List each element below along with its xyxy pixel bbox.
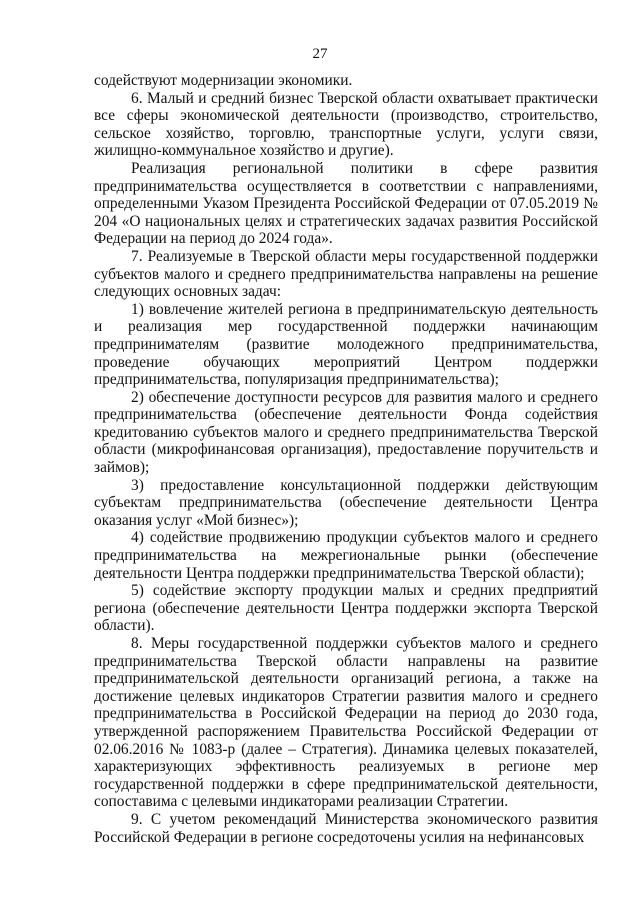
paragraph-7: 7. Реализуемые в Тверской области меры государственной поддержки субъектов малого и среднего предпринимательства направлены на решение следующих основных задач: bbox=[94, 247, 598, 301]
paragraph-continuation: содействуют модернизации экономики. bbox=[94, 72, 353, 89]
page-number: 27 bbox=[312, 46, 328, 62]
paragraph-8: 8. Меры государственной поддержки субъектов малого и среднего предпринимательства Тверской области направлены на развитие предпринимательской деятельности организаций региона, а также на достижение целевых индикаторов Стратегии развития малого и среднего предпринимательства в Российской Федерации на период до 2030 года, утвержденной распоряжением Правительства Российской Федерации от 02.06.2016 № 1083-р (далее – Стратегия). Динамика целевых показателей, характеризующих эффективность реализуемых в регионе мер государственной поддержки в сфере предпринимательской деятельности, сопоставима с целевыми индикаторами реализации Стратегии. bbox=[94, 635, 598, 811]
list-item-1: 1) вовлечение жителей региона в предпринимательскую деятельность и реализация мер государственной поддержки начинающим предпринимателям (развитие молодежного предпринимательства, проведение обучающих мероприятий Центром поддержки предпринимательства, популяризация предпринимательства); bbox=[94, 300, 598, 389]
document-body bbox=[94, 72, 598, 846]
list-item-5: 5) содействие экспорту продукции малых и средних предприятий региона (обеспечение деятельности Центра поддержки экспорта Тверской области). bbox=[94, 582, 598, 635]
paragraph-6: 6. Малый и средний бизнес Тверской области охватывает практически все сферы экономической деятельности (производство, строительство, сельское хозяйство, торговлю, транспортные услуги, услуги связи, жилищно-коммунальное хозяйство и другие). bbox=[94, 89, 598, 160]
list-item-4: 4) содействие продвижению продукции субъектов малого и среднего предпринимательства на межрегиональные рынки (обеспечение деятельности Центра поддержки предпринимательства Тверской области); bbox=[94, 529, 598, 582]
paragraph-regional-policy: Реализация региональной политики в сфере развития предпринимательства осуществляется в соответствии с направлениями, определенными Указом Президента Российской Федерации от 07.05.2019 № 204 «О национальных целях и стратегических задачах развития Российской Федерации на период до 2024 года». bbox=[94, 159, 598, 248]
paragraph-9: 9. С учетом рекомендаций Министерства экономического развития Российской Федерации в регионе сосредоточены усилия на нефинансовых bbox=[94, 810, 598, 846]
list-item-2: 2) обеспечение доступности ресурсов для развития малого и среднего предпринимательства (обеспечение деятельности Фонда содействия кредитованию субъектов малого и среднего предпринимательства Тверской области (микрофинансовая организация), предоставление поручительств и займов); bbox=[94, 388, 598, 477]
list-item-3: 3) предоставление консультационной поддержки действующим субъектам предпринимательства (обеспечение деятельности Центра оказания услуг «Мой бизнес»); bbox=[94, 476, 598, 529]
